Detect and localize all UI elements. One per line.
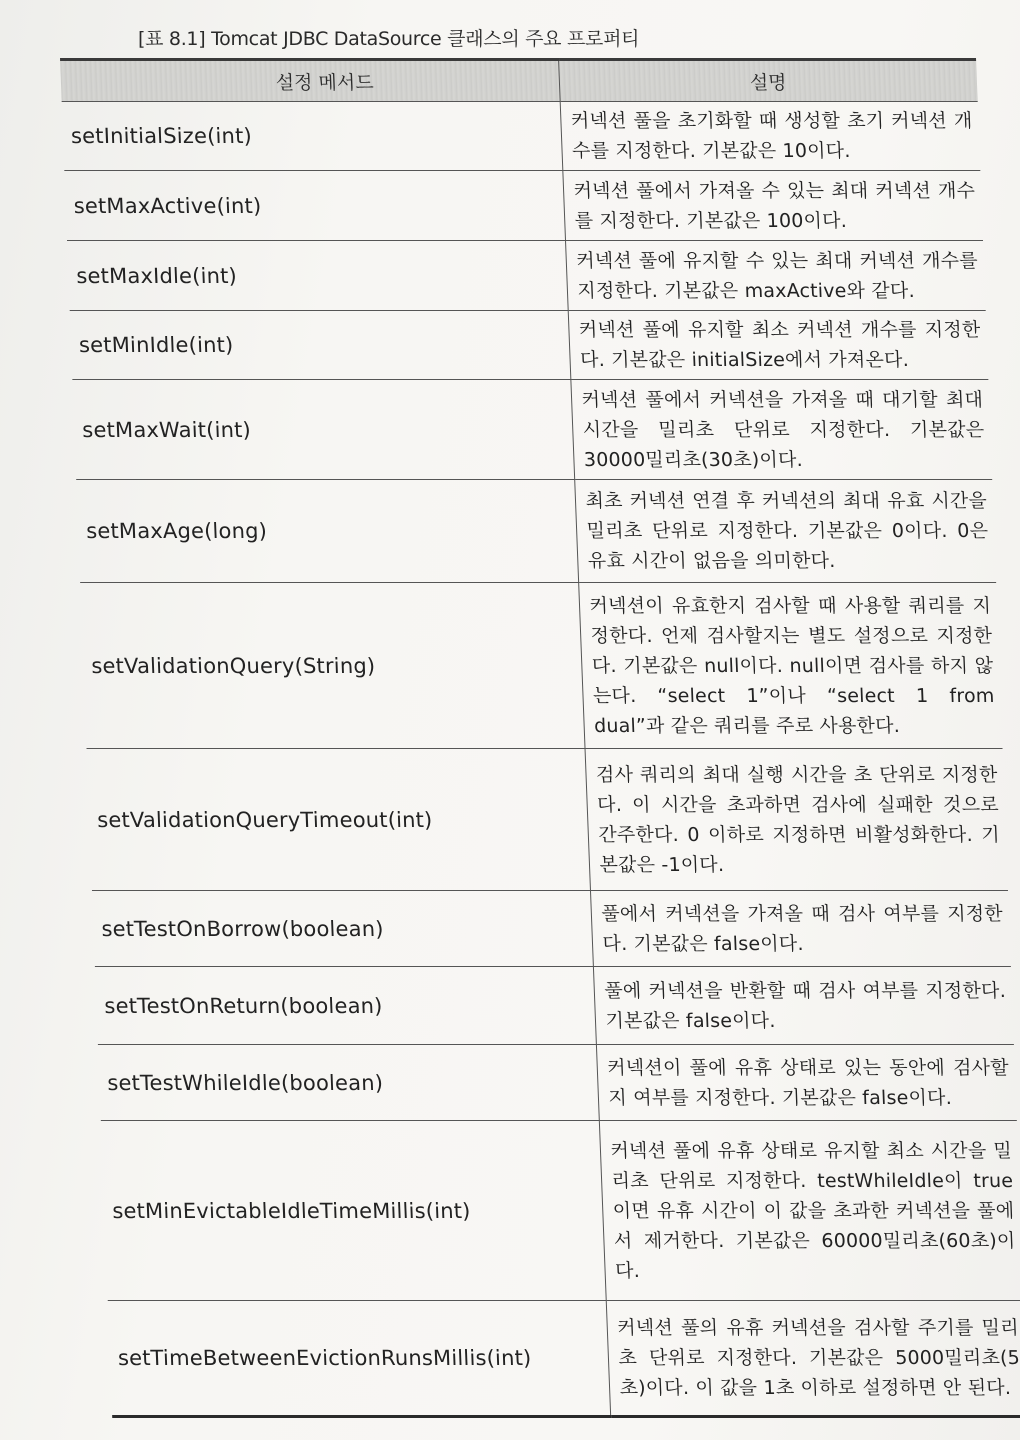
method-cell: setMaxWait(int) — [72, 380, 574, 480]
table-header — [60, 60, 978, 102]
method-cell: setMinEvictableIdleTimeMillis(int) — [101, 1121, 606, 1301]
description-cell: 풀에서 커넥션을 가져올 때 검사 여부를 지정한다. 기본값은 false이다. — [590, 891, 1011, 967]
method-cell: setTestWhileIdle(boolean) — [98, 1045, 599, 1121]
description-cell: 커넥션 풀에서 가져올 수 있는 최대 커넥션 개수를 지정한다. 기본값은 100이다. — [562, 171, 983, 241]
table-row — [67, 241, 986, 311]
description-cell: 커넥션 풀을 초기화할 때 생성할 초기 커넥션 개수를 지정한다. 기본값은 10이다. — [560, 102, 981, 171]
description-cell: 커넥션이 유효한지 검사할 때 사용할 쿼리를 지정한다. 언제 검사할지는 별도 설정으로 지정한다. 기본값은 null이다. null이면 검사를 하지 않는다. “select 1”이나 “select 1 from dual”과 같은 쿼리를 주로 사용한다. — [578, 583, 1002, 749]
method-cell: setMinIdle(int) — [70, 311, 571, 380]
description-cell: 검사 쿼리의 최대 실행 시간을 초 단위로 지정한다. 이 시간을 초과하면 검사에 실패한 것으로 간주한다. 0 이하로 지정하면 비활성화한다. 기본값은 -1이다. — [585, 749, 1008, 891]
description-cell: 커넥션이 풀에 유휴 상태로 있는 동안에 검사할지 여부를 지정한다. 기본값은 false이다. — [596, 1045, 1017, 1121]
description-cell: 커넥션 풀에 유휴 상태로 유지할 최소 시간을 밀리초 단위로 지정한다. testWhileIdle이 true이면 유휴 시간이 이 값을 초과한 커넥션을 풀에서 제거한다. 기본값은 60000밀리초(60초)이다. — [599, 1121, 1020, 1301]
method-cell: setValidationQuery(String) — [80, 583, 584, 749]
description-cell: 커넥션 풀에 유지할 수 있는 최대 커넥션 개수를 지정한다. 기본값은 maxActive와 같다. — [565, 241, 986, 311]
method-cell: setMaxActive(int) — [64, 171, 565, 241]
method-cell: setValidationQueryTimeout(int) — [87, 749, 590, 891]
table-caption: [표 8.1] Tomcat JDBC DataSource 클래스의 주요 프로퍼티 — [138, 28, 640, 50]
table-row — [76, 480, 996, 583]
table-row — [80, 583, 1002, 749]
description-cell: 커넥션 풀에 유지할 최소 커넥션 개수를 지정한다. 기본값은 initialSize에서 가져온다. — [568, 311, 989, 380]
properties-table-wrapper — [60, 58, 1020, 1418]
description-cell: 최초 커넥션 연결 후 커넥션의 최대 유효 시간을 밀리초 단위로 지정한다. 기본값은 0이다. 0은 유효 시간이 없음을 의미한다. — [574, 480, 996, 583]
table-row — [108, 1301, 1020, 1417]
table-body — [62, 102, 1020, 1417]
table-row — [98, 1045, 1017, 1121]
method-cell: setTestOnReturn(boolean) — [95, 967, 596, 1045]
table-row — [70, 311, 989, 380]
description-cell: 커넥션 풀의 유휴 커넥션을 검사할 주기를 밀리초 단위로 지정한다. 기본값은 5000밀리초(5초)이다. 이 값을 1초 이하로 설정하면 안 된다. — [606, 1301, 1020, 1417]
description-cell: 커넥션 풀에서 커넥션을 가져올 때 대기할 최대 시간을 밀리초 단위로 지정한다. 기본값은 30000밀리초(30초)이다. — [570, 380, 992, 480]
description-cell: 풀에 커넥션을 반환할 때 검사 여부를 지정한다. 기본값은 false이다. — [593, 967, 1014, 1045]
table-row — [64, 171, 983, 241]
table-row — [92, 891, 1011, 967]
header-description: 설명 — [558, 60, 978, 102]
table-row — [95, 967, 1014, 1045]
table-row — [87, 749, 1008, 891]
method-cell: setInitialSize(int) — [62, 102, 563, 171]
method-cell: setMaxIdle(int) — [67, 241, 568, 311]
method-cell: setMaxAge(long) — [76, 480, 578, 583]
method-cell: setTimeBetweenEvictionRunsMillis(int) — [108, 1301, 610, 1417]
header-row — [60, 60, 978, 102]
method-cell: setTestOnBorrow(boolean) — [92, 891, 593, 967]
table-row — [72, 380, 992, 480]
header-method: 설정 메서드 — [60, 60, 560, 102]
table-row — [101, 1121, 1020, 1301]
properties-table — [60, 58, 1020, 1418]
table-row — [62, 102, 981, 171]
